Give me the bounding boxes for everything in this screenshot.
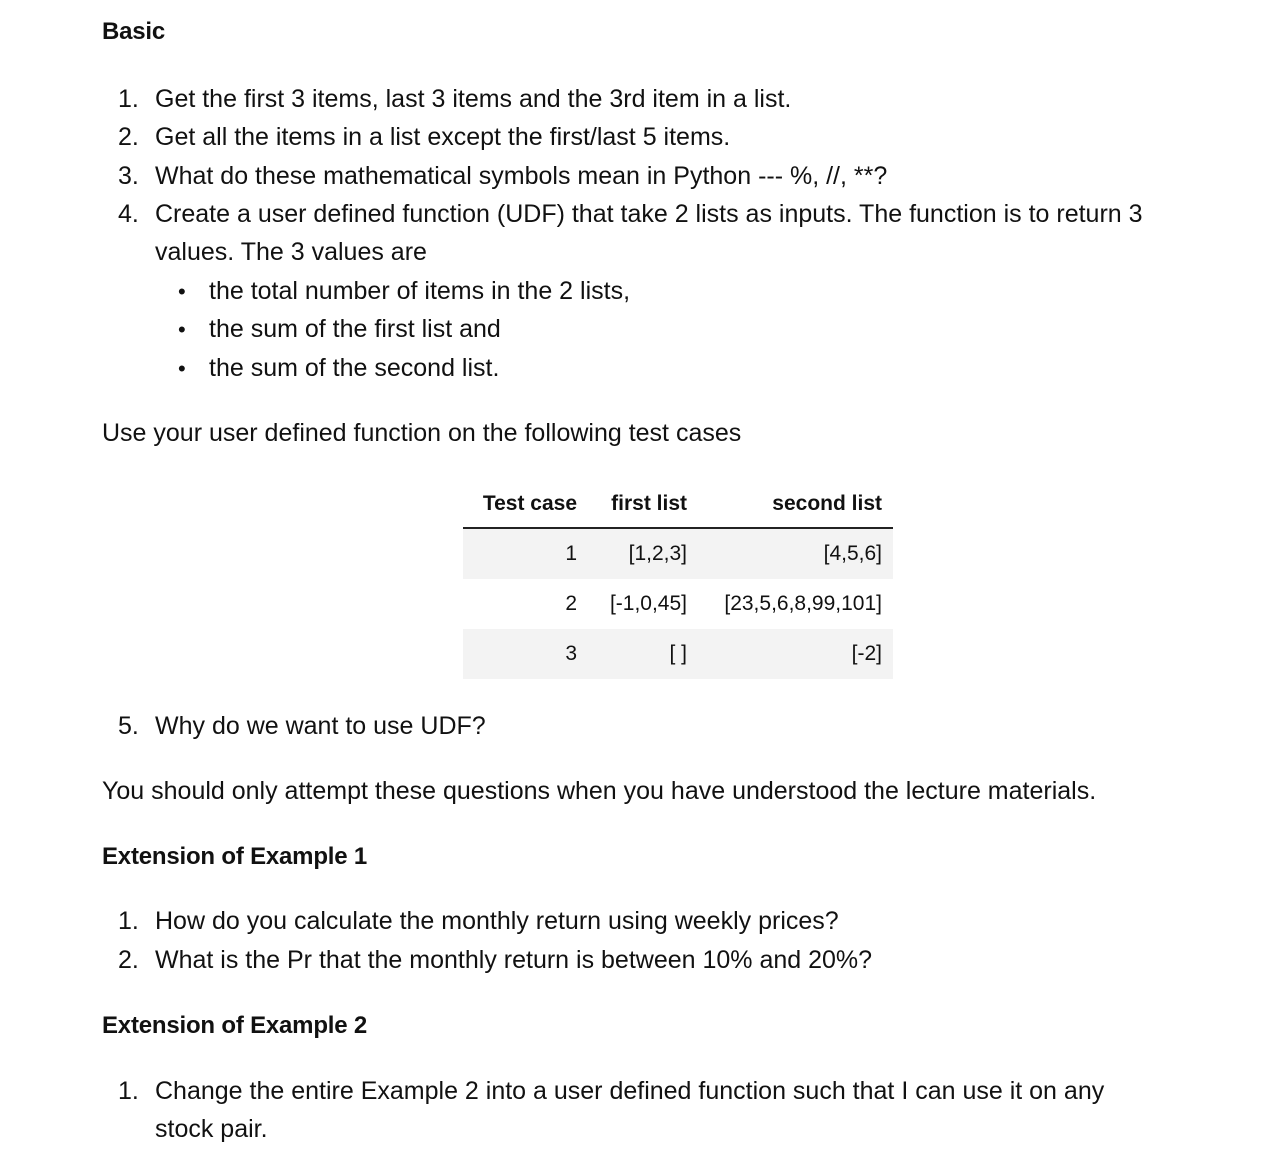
list-number: 2. (118, 946, 139, 974)
basic-list-item (118, 118, 730, 157)
table-row (463, 529, 893, 579)
table-cell: [-2] (851, 642, 882, 665)
bullet-text: the total number of items in the 2 lists, (209, 277, 631, 305)
list-item-text: Create a user defined function (UDF) that take 2 lists as inputs. The function is to return 3 (155, 200, 1143, 228)
list-item-text: Change the entire Example 2 into a user defined function such that I can use it on any (155, 1077, 1105, 1105)
instruction-text: Use your user defined function on the following test cases (102, 419, 742, 447)
table-cell: [ ] (669, 642, 687, 665)
table-cell: [-1,0,45] (609, 592, 687, 615)
bullet-text: the sum of the second list. (209, 354, 500, 382)
table-row (463, 629, 893, 679)
table-cell: [4,5,6] (823, 542, 882, 565)
basic-list-item (118, 707, 486, 746)
test-case-table (463, 480, 893, 679)
list-number: 1. (118, 907, 139, 935)
bullet-item (178, 349, 499, 389)
list-item-text: What is the Pr that the monthly return is between 10% and 20%? (155, 946, 873, 974)
list-item-continuation: values. The 3 values are (155, 238, 427, 266)
bullet-dot-icon: • (178, 356, 186, 381)
table-cell: 1 (565, 542, 577, 565)
list-number: 2. (118, 123, 139, 151)
list-item-text: How do you calculate the monthly return using weekly prices? (155, 907, 839, 935)
basic-heading: Basic (102, 18, 166, 45)
table-header-cell: first list (611, 492, 687, 515)
ext2-list-item (118, 1072, 1104, 1111)
list-number: 1. (118, 1077, 139, 1105)
list-item-text: Get all the items in a list except the first/last 5 items. (155, 123, 731, 151)
table-header-cell: Test case (482, 492, 577, 515)
list-item-text: Why do we want to use UDF? (155, 712, 486, 740)
table-cell: 3 (565, 642, 577, 665)
ext2-heading: Extension of Example 2 (102, 1012, 368, 1039)
table-cell: 2 (565, 592, 577, 615)
list-item-text: Get the first 3 items, last 3 items and the 3rd item in a list. (155, 85, 792, 113)
table-header-row (463, 480, 893, 529)
basic-list-item (118, 157, 887, 196)
bullet-item (178, 310, 501, 350)
table-cell: [1,2,3] (628, 542, 687, 565)
ext1-list-item (118, 902, 839, 941)
bullet-text: the sum of the first list and (209, 315, 501, 343)
bullet-dot-icon: • (178, 279, 186, 304)
list-number: 1. (118, 85, 139, 113)
list-number: 4. (118, 200, 139, 228)
ext1-heading: Extension of Example 1 (102, 843, 368, 870)
list-number: 3. (118, 162, 139, 190)
note-text: You should only attempt these questions when you have understood the lecture materials. (102, 777, 1097, 805)
list-number: 5. (118, 712, 139, 740)
table-row (463, 579, 893, 629)
table-header-cell: second list (772, 492, 882, 515)
bullet-item (178, 272, 630, 312)
table-cell: [23,5,6,8,99,101] (724, 592, 882, 615)
bullet-dot-icon: • (178, 317, 186, 342)
list-item-text: What do these mathematical symbols mean in Python --- %, //, **? (155, 162, 888, 190)
list-item-continuation: stock pair. (155, 1115, 268, 1143)
basic-list-item (118, 80, 791, 119)
ext1-list-item (118, 941, 872, 980)
basic-list-item (118, 195, 1143, 234)
